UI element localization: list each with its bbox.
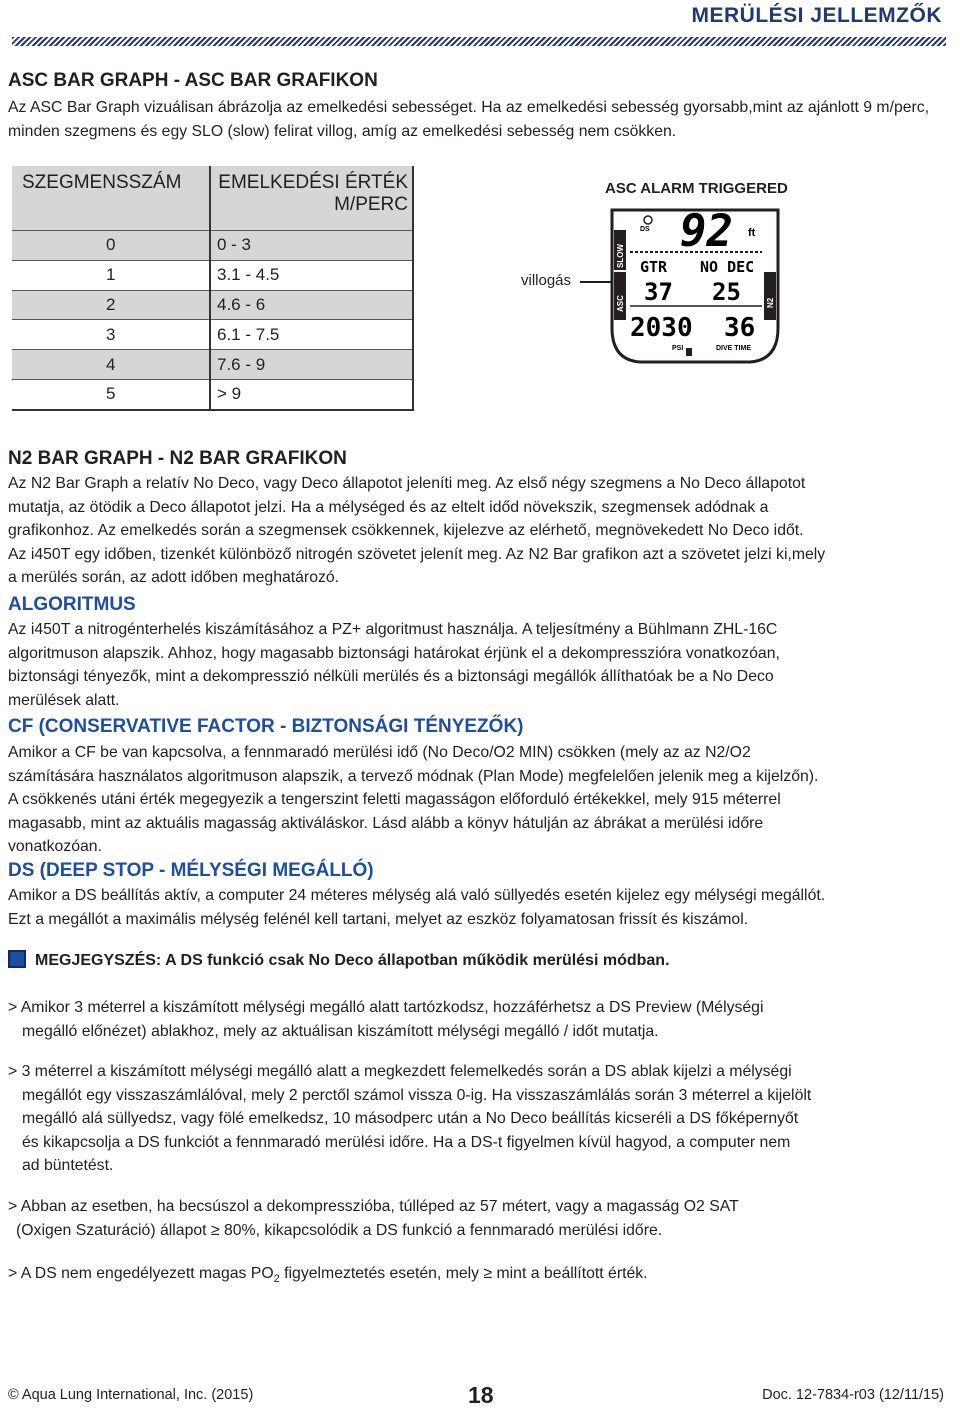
- table-header-rate-line1: EMELKEDÉSI ÉRTÉK: [218, 172, 408, 193]
- ds-section-body: [8, 884, 953, 931]
- algo-line: biztonsági tényezők, mint a dekompresszió nélküli merülés és a biztonsági megállók állíthatóak be a No Deco: [8, 668, 774, 685]
- n2-label: N2: [766, 297, 775, 308]
- asc-label: ASC: [616, 295, 625, 312]
- n2-bar: [764, 272, 776, 320]
- page-header-title: MERÜLÉSI JELLEMZŐK: [691, 4, 942, 27]
- slow-label: SLOW: [616, 244, 625, 268]
- algo-line: merülések alatt.: [8, 691, 120, 709]
- table-cell-segment: 5: [12, 379, 210, 409]
- ds-label: DS: [640, 226, 650, 233]
- table-row: [12, 320, 413, 350]
- bullet-line: megállót egy visszaszámlálóval, mely 2 perctől számol vissza 0-ig. Ha visszaszámlálás során 3 méterrel a kijelölt: [22, 1086, 812, 1104]
- alarm-title: ASC ALARM TRIGGERED: [605, 180, 788, 197]
- table-cell-segment: 4: [12, 350, 210, 380]
- table-cell-rate: > 9: [210, 379, 413, 409]
- asc-section-body: Az ASC Bar Graph vizuálisan ábrázolja az emelkedési sebességet. Ha az emelkedési sebesség gyorsabb,mint az ajánlott 9 m/perc, minden szegmens és egy SLO (slow) felirat villog, amíg az emelkedési sebesség nem csökken.: [8, 99, 930, 140]
- asc-section-title: ASC BAR GRAPH - ASC BAR GRAFIKON: [8, 70, 378, 91]
- n2-section-body: [8, 472, 953, 590]
- table-header-rate-line2: M/PERC: [334, 194, 408, 215]
- bullet-line: > Abban az esetben, ha becsúszol a dekompresszióba, túlléped az 57 métert, vagy a magasság O2 SAT: [8, 1198, 739, 1215]
- algo-section-title: ALGORITMUS: [8, 594, 136, 615]
- bullet-4-text-end: figyelmeztetés esetén, mely ≥ mint a beállított érték.: [279, 1265, 648, 1282]
- bullet-line: > 3 méterrel a kiszámított mélységi megálló alatt a megkezdett felemelkedés során a DS ablak kijelzi a mélységi: [8, 1063, 792, 1080]
- table-header-segment: SZEGMENSSZÁM: [12, 166, 210, 231]
- table-cell-rate: 0 - 3: [210, 231, 413, 261]
- algo-line: Az i450T a nitrogénterhelés kiszámításához a PZ+ algoritmust használja. A teljesítmény a Bühlmann ZHL-16C: [8, 621, 778, 638]
- cf-line: A csökkenés utáni érték megegyezik a tengerszint feletti magasságon előforduló értékekkel, mely 915 méterrel: [8, 791, 781, 808]
- cf-line: vonatkozóan.: [8, 838, 102, 855]
- bullet-line: (Oxigen Szaturáció) állapot ≥ 80%, kikapcsolódik a DS funkció a fennmaradó merülési időre.: [16, 1221, 663, 1239]
- dive-time-label: DIVE TIME: [716, 345, 752, 352]
- bullet-4-text: > A DS nem engedélyezett magas PO: [8, 1265, 274, 1282]
- table-row: [12, 260, 413, 290]
- dive-time-value: 36: [724, 313, 756, 343]
- table-row: [12, 379, 413, 409]
- cf-section-title: CF (CONSERVATIVE FACTOR - BIZTONSÁGI TÉNYEZŐK): [8, 716, 524, 737]
- algo-line: algoritmuson alapszik. Ahhoz, hogy magasabb biztonsági határokat érjünk el a dekompresszióra vonatkozóan,: [8, 644, 780, 662]
- table-cell-rate: 6.1 - 7.5: [210, 320, 413, 350]
- table-cell-segment: 0: [12, 231, 210, 261]
- header-hatch-divider: [12, 37, 946, 46]
- nodec-label: NO DEC: [700, 258, 755, 276]
- flash-label: villogás: [521, 272, 572, 289]
- depth-value: 92: [680, 206, 733, 257]
- tank-icon: [686, 348, 692, 356]
- algo-section-body: [8, 618, 953, 712]
- table-header-rate: [210, 166, 413, 231]
- table-cell-rate: 7.6 - 9: [210, 350, 413, 380]
- cf-line: számítására használatos algoritmuson alapszik, a tervező módnak (Plan Mode) megfelelően jelenik meg a kijelzőn).: [8, 767, 819, 785]
- bullet-line: ad büntetést.: [22, 1157, 114, 1174]
- ds-note: MEGJEGYSZÉS: A DS funkció csak No Deco állapotban működik merülési módban.: [35, 952, 670, 969]
- psi-value: 2030: [630, 313, 693, 343]
- ds-section-title: DS (DEEP STOP - MÉLYSÉGI MEGÁLLÓ): [8, 860, 374, 881]
- ds-bullet-1: [8, 996, 953, 1043]
- n2-section-title: N2 BAR GRAPH - N2 BAR GRAFIKON: [8, 448, 347, 469]
- note-icon: [8, 950, 26, 968]
- ds-line: Ezt a megállót a maximális mélység felénél kell tartani, melyet az eszköz folyamatosan frissít és kiszámol.: [8, 910, 749, 928]
- ds-bullet-4: [8, 1262, 953, 1292]
- ds-line: Amikor a DS beállítás aktív, a computer 24 méteres mélység alá való süllyedés esetén kijelez egy mélységi megállót.: [8, 887, 826, 904]
- table-row: [12, 350, 413, 380]
- bullet-4-subscript: 2: [273, 1273, 280, 1286]
- table-row: [12, 290, 413, 320]
- depth-unit: ft: [748, 227, 756, 239]
- asc-segment-table: [12, 166, 414, 411]
- cf-section-body: [8, 741, 953, 859]
- n2-line: Az N2 Bar Graph a relatív No Deco, vagy Deco állapotot jeleníti meg. Az első négy szegmens a No Deco állapotot: [8, 475, 806, 492]
- table-cell-rate: 4.6 - 6: [210, 290, 413, 320]
- table-cell-segment: 3: [12, 320, 210, 350]
- table-cell-segment: 2: [12, 290, 210, 320]
- cf-line: Amikor a CF be van kapcsolva, a fennmaradó merülési idő (No Deco/O2 MIN) csökken (mely az az N2/O2: [8, 744, 751, 761]
- ds-bullet-2: [8, 1060, 953, 1178]
- page-number: 18: [468, 1382, 494, 1408]
- table-header-row: [12, 166, 413, 231]
- n2-line: Az i450T egy időben, tizenkét különböző nitrogén szövetet jelenít meg. Az N2 Bar grafikon azt a szövetet jelzi ki,mely: [8, 545, 826, 563]
- ds-bullet-3: [8, 1195, 953, 1242]
- table-cell-rate: 3.1 - 4.5: [210, 260, 413, 290]
- gtr-value: 37: [644, 278, 673, 306]
- dive-computer-display: [600, 200, 790, 370]
- bullet-line: megálló előnézet) ablakhoz, mely az aktuálisan kiszámított mélységi megálló / időt mutatja.: [22, 1022, 659, 1040]
- table-cell-segment: 1: [12, 260, 210, 290]
- gtr-label: GTR: [640, 258, 668, 276]
- bullet-line: és kikapcsolja a DS funkciót a fennmaradó merülési időre. Ha a DS-t figyelmen kívül hagyod, a computer nem: [22, 1133, 791, 1151]
- footer-doc-id: Doc. 12-7834-r03 (12/11/15): [762, 1387, 944, 1403]
- n2-line: mutatja, az ötödik a Deco állapotot jelzi. Ha a mélységed és az eltelt időd növekszik, szegmensek adódnak a: [8, 498, 769, 516]
- nodec-value: 25: [712, 278, 741, 306]
- table-row: [12, 231, 413, 261]
- psi-label: PSI: [672, 345, 684, 352]
- n2-line: grafikonhoz. Az emelkedés során a szegmensek csökkennek, kijelezve az elérhető, megnövekedett No Deco időt.: [8, 522, 804, 539]
- bullet-line: > Amikor 3 méterrel a kiszámított mélységi megálló alatt tartózkodsz, hozzáférhetsz a DS Preview (Mélységi: [8, 999, 764, 1016]
- footer-copyright: © Aqua Lung International, Inc. (2015): [8, 1387, 254, 1403]
- bullet-line: megálló alá süllyedsz, vagy fölé emelkedsz, 10 másodperc után a No Deco beállítás kicseréli a DS főképernyőt: [22, 1110, 799, 1127]
- cf-line: magasabb, mint az aktuális magasság aktiváláskor. Lásd alább a könyv hátulján az ábrákat a merülési időre: [8, 814, 764, 832]
- n2-line: a merülés során, az adott időben meghatározó.: [8, 569, 340, 586]
